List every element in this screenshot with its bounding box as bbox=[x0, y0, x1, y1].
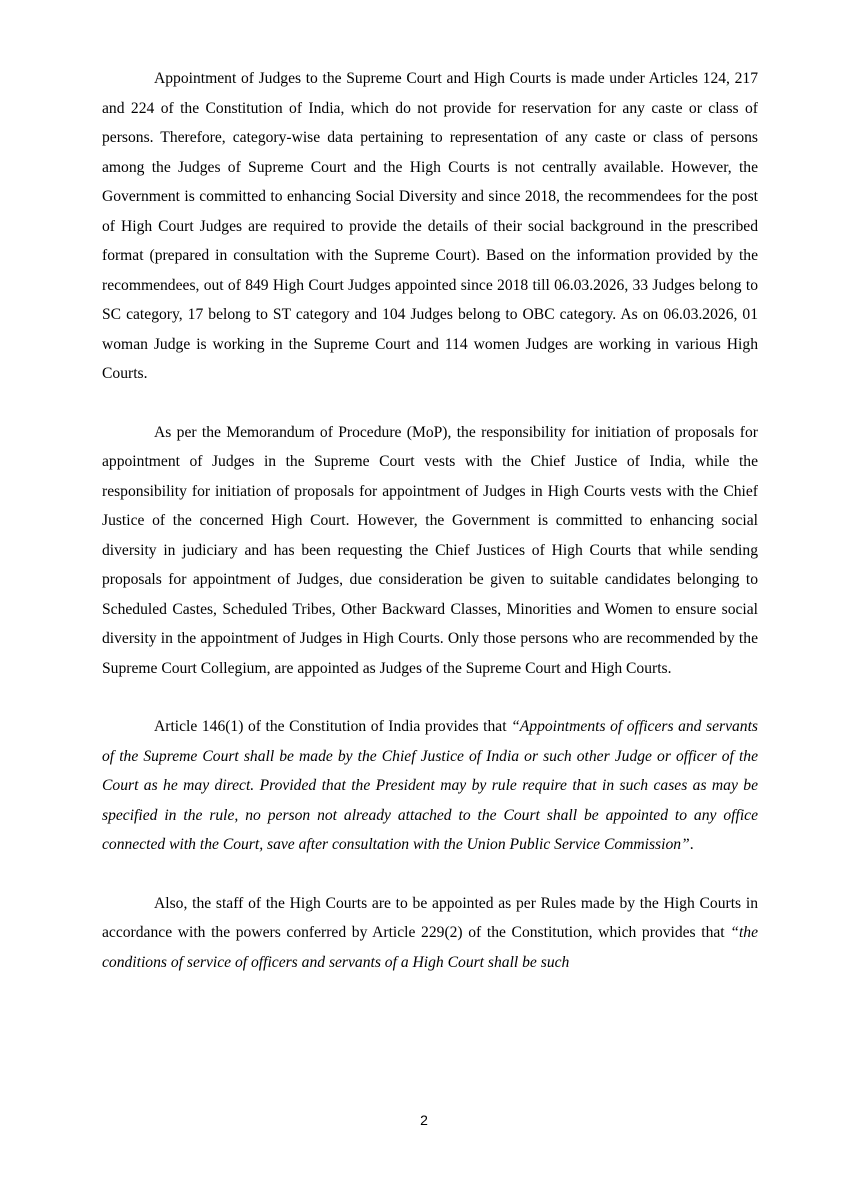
paragraph-closing-punctuation: . bbox=[689, 836, 694, 853]
paragraph-text: Appointment of Judges to the Supreme Court and High Courts is made under Articles 124, 217 and 224 of the Constitution of India, which do not provide for reservation for any caste or class of persons. Therefore, category-wise data pertaining to representation of any caste or class of persons among the Judges of Supreme Court and the High Courts is not centrally available. However, the Government is committed to enhancing Social Diversity and since 2018, the recommendees for the post of High Court Judges are required to provide the details of their social background in the prescribed format (prepared in consultation with the Supreme Court). Based on the information provided by the recommendees, out of 849 High Court Judges appointed since 2018 till 06.03.2026, 33 Judges belong to SC category, 17 belong to ST category and 104 Judges belong to OBC category. As on 06.03.2026, 01 woman Judge is working in the Supreme Court and 114 women Judges are working in various High Courts. bbox=[102, 70, 758, 382]
paragraph-article-229 bbox=[102, 889, 758, 978]
paragraph-memorandum-of-procedure bbox=[102, 418, 758, 684]
paragraph-judicial-appointments-diversity bbox=[102, 64, 758, 389]
paragraph-text: Also, the staff of the High Courts are to be appointed as per Rules made by the High Courts in accordance with the powers conferred by Article 229(2) of the Constitution, which provides that bbox=[102, 894, 758, 941]
article-146-quote: “Appointments of officers and servants of the Supreme Court shall be made by the Chief Justice of India or such other Judge or officer of the Court as he may direct. Provided that the President may by rule require that in such cases as may be specified in the rule, no person not already attached to the Court shall be appointed to any office connected with the Court, save after consultation with the Union Public Service Commission” bbox=[102, 718, 758, 853]
paragraph-text: Article 146(1) of the Constitution of India provides that bbox=[154, 718, 512, 735]
page-number: 2 bbox=[420, 1112, 428, 1128]
paragraph-text: As per the Memorandum of Procedure (MoP), the responsibility for initiation of proposals for appointment of Judges in the Supreme Court vests with the Chief Justice of India, while the responsibility for initiation of proposals for appointment of Judges in High Courts vests with the Chief Justice of the concerned High Court. However, the Government is committed to enhancing social diversity in judiciary and has been requesting the Chief Justices of High Courts that while sending proposals for appointment of Judges, due consideration be given to suitable candidates belonging to Scheduled Castes, Scheduled Tribes, Other Backward Classes, Minorities and Women to ensure social diversity in the appointment of Judges in High Courts. Only those persons who are recommended by the Supreme Court Collegium, are appointed as Judges of the Supreme Court and High Courts. bbox=[102, 423, 758, 677]
document-body bbox=[102, 64, 758, 977]
article-229-quote: “the conditions of service of officers and servants of a High Court shall be such bbox=[102, 924, 758, 971]
paragraph-article-146 bbox=[102, 712, 758, 860]
